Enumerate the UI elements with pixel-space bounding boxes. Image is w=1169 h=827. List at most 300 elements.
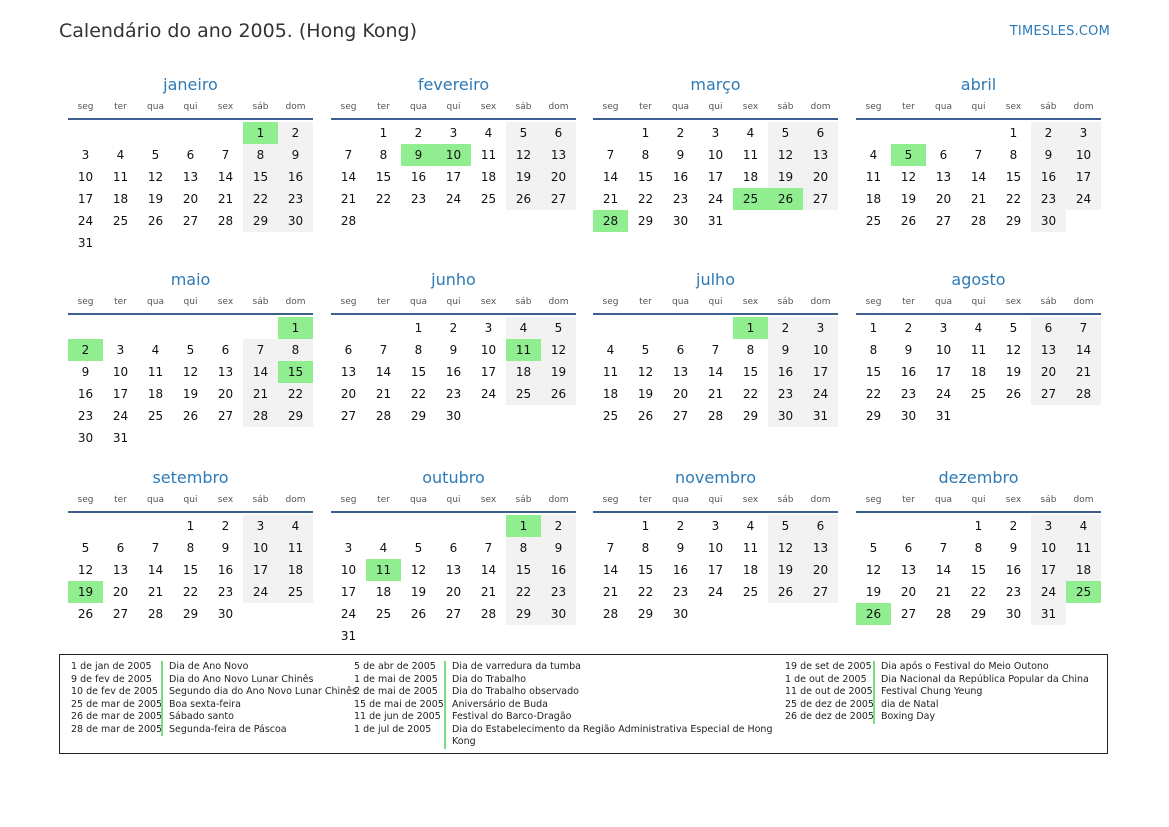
day-cell: 11 [742,148,759,162]
month-março [593,74,838,232]
weekday-label: qui [183,495,198,505]
day-cell: 25 [742,585,759,599]
day-cell: 15 [410,365,427,379]
empty-cell [593,317,628,339]
holiday-day-cell: 1 [506,515,541,537]
day-cell: 8 [414,343,423,357]
weekday-label: qui [708,495,723,505]
empty-cell [243,317,278,339]
day-cell: 6 [803,515,838,537]
empty-cell [926,122,961,144]
day-cell: 20 [1031,361,1066,383]
weekday-label: sáb [1040,495,1057,505]
weekday-label: qui [183,297,198,307]
day-cell: 2 [676,126,685,140]
day-cell: 16 [77,387,94,401]
empty-cell [68,515,103,537]
weekday-label: dom [810,102,831,112]
weekday-label: sex [480,297,497,307]
day-cell: 5 [768,122,803,144]
day-cell: 20 [803,559,838,581]
day-cell: 18 [112,192,129,206]
day-cell: 8 [641,541,650,555]
weekday-label: dom [1073,297,1094,307]
day-cell: 25 [480,192,497,206]
day-cell: 15 [970,563,987,577]
day-cell: 23 [768,383,803,405]
day-cell: 4 [506,317,541,339]
day-cell: 28 [970,214,987,228]
day-cell: 17 [480,365,497,379]
day-cell: 11 [112,170,129,184]
day-cell: 10 [77,170,94,184]
day-cell: 12 [768,144,803,166]
day-cell: 27 [900,607,917,621]
day-cell: 3 [711,126,720,140]
week-row [68,559,313,581]
empty-cell [628,317,663,339]
day-cell: 17 [445,170,462,184]
weekday-label: ter [377,297,390,307]
weekday-label: qui [446,102,461,112]
day-cell: 29 [637,214,654,228]
legend-date: 28 de mar de 2005 [71,723,163,735]
month-fevereiro [331,74,576,232]
month-setembro [68,467,313,625]
legend-holiday-name: Dia de varredura da tumba [444,661,782,674]
day-cell: 16 [1005,563,1022,577]
holiday-day-cell: 26 [856,603,891,625]
weekday-label: ter [114,102,127,112]
legend-holiday-name: Festival Chung Yeung [873,686,1091,699]
day-cell: 12 [768,537,803,559]
day-cell: 3 [939,321,948,335]
day-cell: 21 [935,585,952,599]
day-cell: 7 [151,541,160,555]
day-cell: 10 [480,343,497,357]
day-cell: 29 [410,409,427,423]
day-cell: 9 [676,541,685,555]
legend-date: 10 de fev de 2005 [71,686,158,697]
day-cell: 4 [151,343,160,357]
day-cell: 3 [449,126,458,140]
day-cell: 19 [506,166,541,188]
weekday-label: sáb [252,102,269,112]
month-title: novembro [675,468,756,487]
day-cell: 14 [602,563,619,577]
weekday-label: seg [602,297,619,307]
empty-cell [208,232,243,254]
empty-cell [1066,603,1101,625]
week-row [593,581,838,603]
day-cell: 18 [480,170,497,184]
day-cell: 3 [81,148,90,162]
week-row [856,405,1101,427]
day-cell: 15 [243,166,278,188]
weekday-label: dom [548,297,569,307]
day-cell: 2 [221,519,230,533]
month-abril [856,74,1101,232]
day-cell: 9 [1009,541,1018,555]
day-cell: 2 [1031,122,1066,144]
weekday-label: qua [147,297,164,307]
week-row [331,559,576,581]
day-cell: 7 [484,541,493,555]
weekday-label: dom [285,102,306,112]
day-cell: 1 [974,519,983,533]
empty-cell [961,122,996,144]
week-row [593,339,838,361]
empty-cell [138,317,173,339]
day-cell: 10 [243,537,278,559]
week-row [593,537,838,559]
week-row [68,166,313,188]
day-cell: 29 [742,409,759,423]
day-cell: 30 [672,214,689,228]
day-cell: 10 [1066,144,1101,166]
empty-cell [208,122,243,144]
day-cell: 27 [672,409,689,423]
week-row [331,581,576,603]
day-cell: 17 [707,563,724,577]
weekday-label: qui [971,102,986,112]
day-cell: 3 [484,321,493,335]
week-row [68,515,313,537]
week-row [68,405,313,427]
weekday-label: sáb [1040,297,1057,307]
day-cell: 25 [112,214,129,228]
empty-cell [138,427,173,449]
day-cell: 28 [340,214,357,228]
day-cell: 27 [217,409,234,423]
day-cell: 24 [340,607,357,621]
empty-cell [541,405,576,427]
day-cell: 18 [602,387,619,401]
day-cell: 4 [746,519,755,533]
day-cell: 26 [410,607,427,621]
day-cell: 12 [1005,343,1022,357]
day-cell: 23 [410,192,427,206]
legend-item [354,674,782,687]
day-cell: 24 [243,581,278,603]
day-cell: 24 [1066,188,1101,210]
day-cell: 2 [414,126,423,140]
weekday-label: dom [810,495,831,505]
day-cell: 12 [410,563,427,577]
legend-date: 25 de dez de 2005 [785,698,874,710]
day-cell: 5 [1009,321,1018,335]
day-cell: 14 [340,170,357,184]
day-cell: 28 [1066,383,1101,405]
weekday-label: seg [77,495,94,505]
empty-cell [103,317,138,339]
weekday-label: sáb [777,297,794,307]
day-cell: 7 [221,148,230,162]
day-cell: 11 [1066,537,1101,559]
empty-cell [733,603,768,625]
legend-date: 11 de out de 2005 [785,686,873,697]
legend-date: 15 de mai de 2005 [354,698,444,710]
empty-cell [68,317,103,339]
day-cell: 22 [278,383,313,405]
day-cell: 5 [768,515,803,537]
day-cell: 14 [970,170,987,184]
day-cell: 29 [865,409,882,423]
legend-holiday-name: Dia do Trabalho observado [444,686,782,699]
day-cell: 3 [1066,122,1101,144]
week-row [593,210,838,232]
week-row [331,361,576,383]
week-row [856,339,1101,361]
day-cell: 14 [935,563,952,577]
legend-item [354,661,782,674]
day-cell: 7 [606,148,615,162]
day-cell: 15 [637,563,654,577]
day-cell: 21 [147,585,164,599]
day-cell: 16 [672,563,689,577]
week-row [856,144,1101,166]
day-cell: 31 [77,236,94,250]
legend-holiday-name: Boa sexta-feira [161,699,359,712]
weekday-label: qui [446,495,461,505]
day-cell: 8 [278,339,313,361]
day-cell: 31 [112,431,129,445]
empty-cell [698,317,733,339]
day-cell: 9 [278,144,313,166]
day-cell: 1 [414,321,423,335]
weekday-label: seg [602,102,619,112]
day-cell: 24 [803,383,838,405]
day-cell: 5 [81,541,90,555]
legend-date: 2 de mai de 2005 [354,686,438,697]
empty-cell [331,515,366,537]
day-cell: 1 [869,321,878,335]
day-cell: 2 [676,519,685,533]
day-cell: 25 [147,409,164,423]
weekday-label: ter [639,297,652,307]
week-row [856,317,1101,339]
empty-cell [173,232,208,254]
month-maio [68,269,313,449]
day-cell: 31 [707,214,724,228]
day-cell: 12 [182,365,199,379]
week-row [593,144,838,166]
day-cell: 22 [865,387,882,401]
week-row [68,339,313,361]
day-cell: 21 [340,192,357,206]
empty-cell [768,603,803,625]
day-cell: 9 [768,339,803,361]
day-cell: 20 [340,387,357,401]
month-novembro [593,467,838,625]
week-row [856,210,1101,232]
legend-item [785,699,1091,712]
legend-item [71,674,359,687]
weekday-label: seg [865,495,882,505]
day-cell: 18 [375,585,392,599]
legend-holiday-name: Dia do Ano Novo Lunar Chinês [161,674,359,687]
week-row [856,122,1101,144]
day-cell: 29 [278,405,313,427]
day-cell: 25 [375,607,392,621]
day-cell: 13 [340,365,357,379]
empty-cell [103,122,138,144]
empty-cell [506,210,541,232]
weekday-label: ter [902,102,915,112]
day-cell: 5 [414,541,423,555]
day-cell: 16 [445,365,462,379]
weekday-label: sex [1005,495,1022,505]
day-cell: 13 [541,144,576,166]
empty-cell [891,122,926,144]
empty-cell [366,210,401,232]
day-cell: 2 [449,321,458,335]
day-cell: 8 [746,343,755,357]
day-cell: 30 [1005,607,1022,621]
weekday-label: ter [114,495,127,505]
day-cell: 17 [243,559,278,581]
day-cell: 9 [1031,144,1066,166]
day-cell: 17 [112,387,129,401]
weekday-label: sex [1005,102,1022,112]
day-cell: 24 [77,214,94,228]
day-cell: 10 [707,541,724,555]
day-cell: 10 [340,563,357,577]
day-cell: 18 [506,361,541,383]
site-link[interactable]: TIMESLES.COM [1009,24,1110,39]
empty-cell [243,603,278,625]
empty-cell [768,210,803,232]
legend-date: 25 de mar de 2005 [71,698,163,710]
holiday-day-cell: 10 [436,144,471,166]
day-cell: 16 [217,563,234,577]
day-cell: 24 [480,387,497,401]
empty-cell [103,515,138,537]
day-cell: 22 [742,387,759,401]
weekday-label: sex [742,102,759,112]
empty-cell [891,515,926,537]
day-cell: 2 [541,515,576,537]
day-cell: 19 [410,585,427,599]
day-cell: 30 [672,607,689,621]
week-row [68,537,313,559]
day-cell: 12 [147,170,164,184]
week-row [856,603,1101,625]
day-cell: 9 [676,148,685,162]
week-row [331,144,576,166]
legend-item [785,711,1091,724]
holiday-day-cell: 26 [768,188,803,210]
legend-item [785,686,1091,699]
day-cell: 5 [186,343,195,357]
legend-holiday-name: Segundo dia do Ano Novo Lunar Chinês [161,686,359,699]
weekday-label: seg [865,102,882,112]
day-cell: 25 [506,383,541,405]
month-title: julho [696,270,735,289]
day-cell: 31 [1031,603,1066,625]
day-cell: 21 [243,383,278,405]
day-cell: 16 [672,170,689,184]
day-cell: 26 [637,409,654,423]
week-row [593,122,838,144]
day-cell: 6 [186,148,195,162]
week-row [68,603,313,625]
month-outubro [331,467,576,647]
weekday-label: seg [865,297,882,307]
day-cell: 14 [243,361,278,383]
holiday-day-cell: 1 [243,122,278,144]
day-cell: 21 [217,192,234,206]
day-cell: 14 [217,170,234,184]
day-cell: 20 [217,387,234,401]
day-cell: 6 [676,343,685,357]
weekday-label: sex [742,495,759,505]
day-cell: 26 [182,409,199,423]
weekday-label: qui [708,297,723,307]
day-cell: 1 [379,126,388,140]
day-cell: 24 [707,192,724,206]
day-cell: 8 [186,541,195,555]
day-cell: 11 [970,343,987,357]
day-cell: 6 [803,122,838,144]
day-cell: 21 [1066,361,1101,383]
day-cell: 6 [116,541,125,555]
month-dezembro [856,467,1101,625]
day-cell: 29 [637,607,654,621]
legend-item [354,711,782,724]
day-cell: 16 [278,166,313,188]
day-cell: 6 [344,343,353,357]
empty-cell [208,427,243,449]
day-cell: 15 [375,170,392,184]
holiday-day-cell: 19 [68,581,103,603]
weekday-label: sex [217,102,234,112]
empty-cell [1066,210,1101,232]
day-cell: 19 [637,387,654,401]
day-cell: 21 [602,585,619,599]
month-title: setembro [152,468,229,487]
weekday-label: sáb [1040,102,1057,112]
day-cell: 20 [900,585,917,599]
day-cell: 12 [865,563,882,577]
legend-holiday-name: Dia após o Festival do Meio Outono [873,661,1091,674]
week-row [68,232,313,254]
empty-cell [471,405,506,427]
empty-cell [961,405,996,427]
day-cell: 12 [541,339,576,361]
legend-holiday-name: Segunda-feira de Páscoa [161,724,359,737]
day-cell: 28 [707,409,724,423]
day-cell: 5 [151,148,160,162]
day-cell: 5 [541,317,576,339]
empty-cell [926,515,961,537]
week-row [856,188,1101,210]
empty-cell [243,427,278,449]
holiday-day-cell: 11 [506,339,541,361]
week-row [331,515,576,537]
week-row [593,383,838,405]
legend-date: 1 de jan de 2005 [71,661,152,672]
day-cell: 16 [1031,166,1066,188]
day-cell: 24 [935,387,952,401]
week-row [68,122,313,144]
empty-cell [1066,405,1101,427]
weekday-label: qua [410,297,427,307]
day-cell: 22 [410,387,427,401]
weekday-label: qua [935,495,952,505]
day-cell: 18 [865,192,882,206]
empty-cell [506,625,541,647]
